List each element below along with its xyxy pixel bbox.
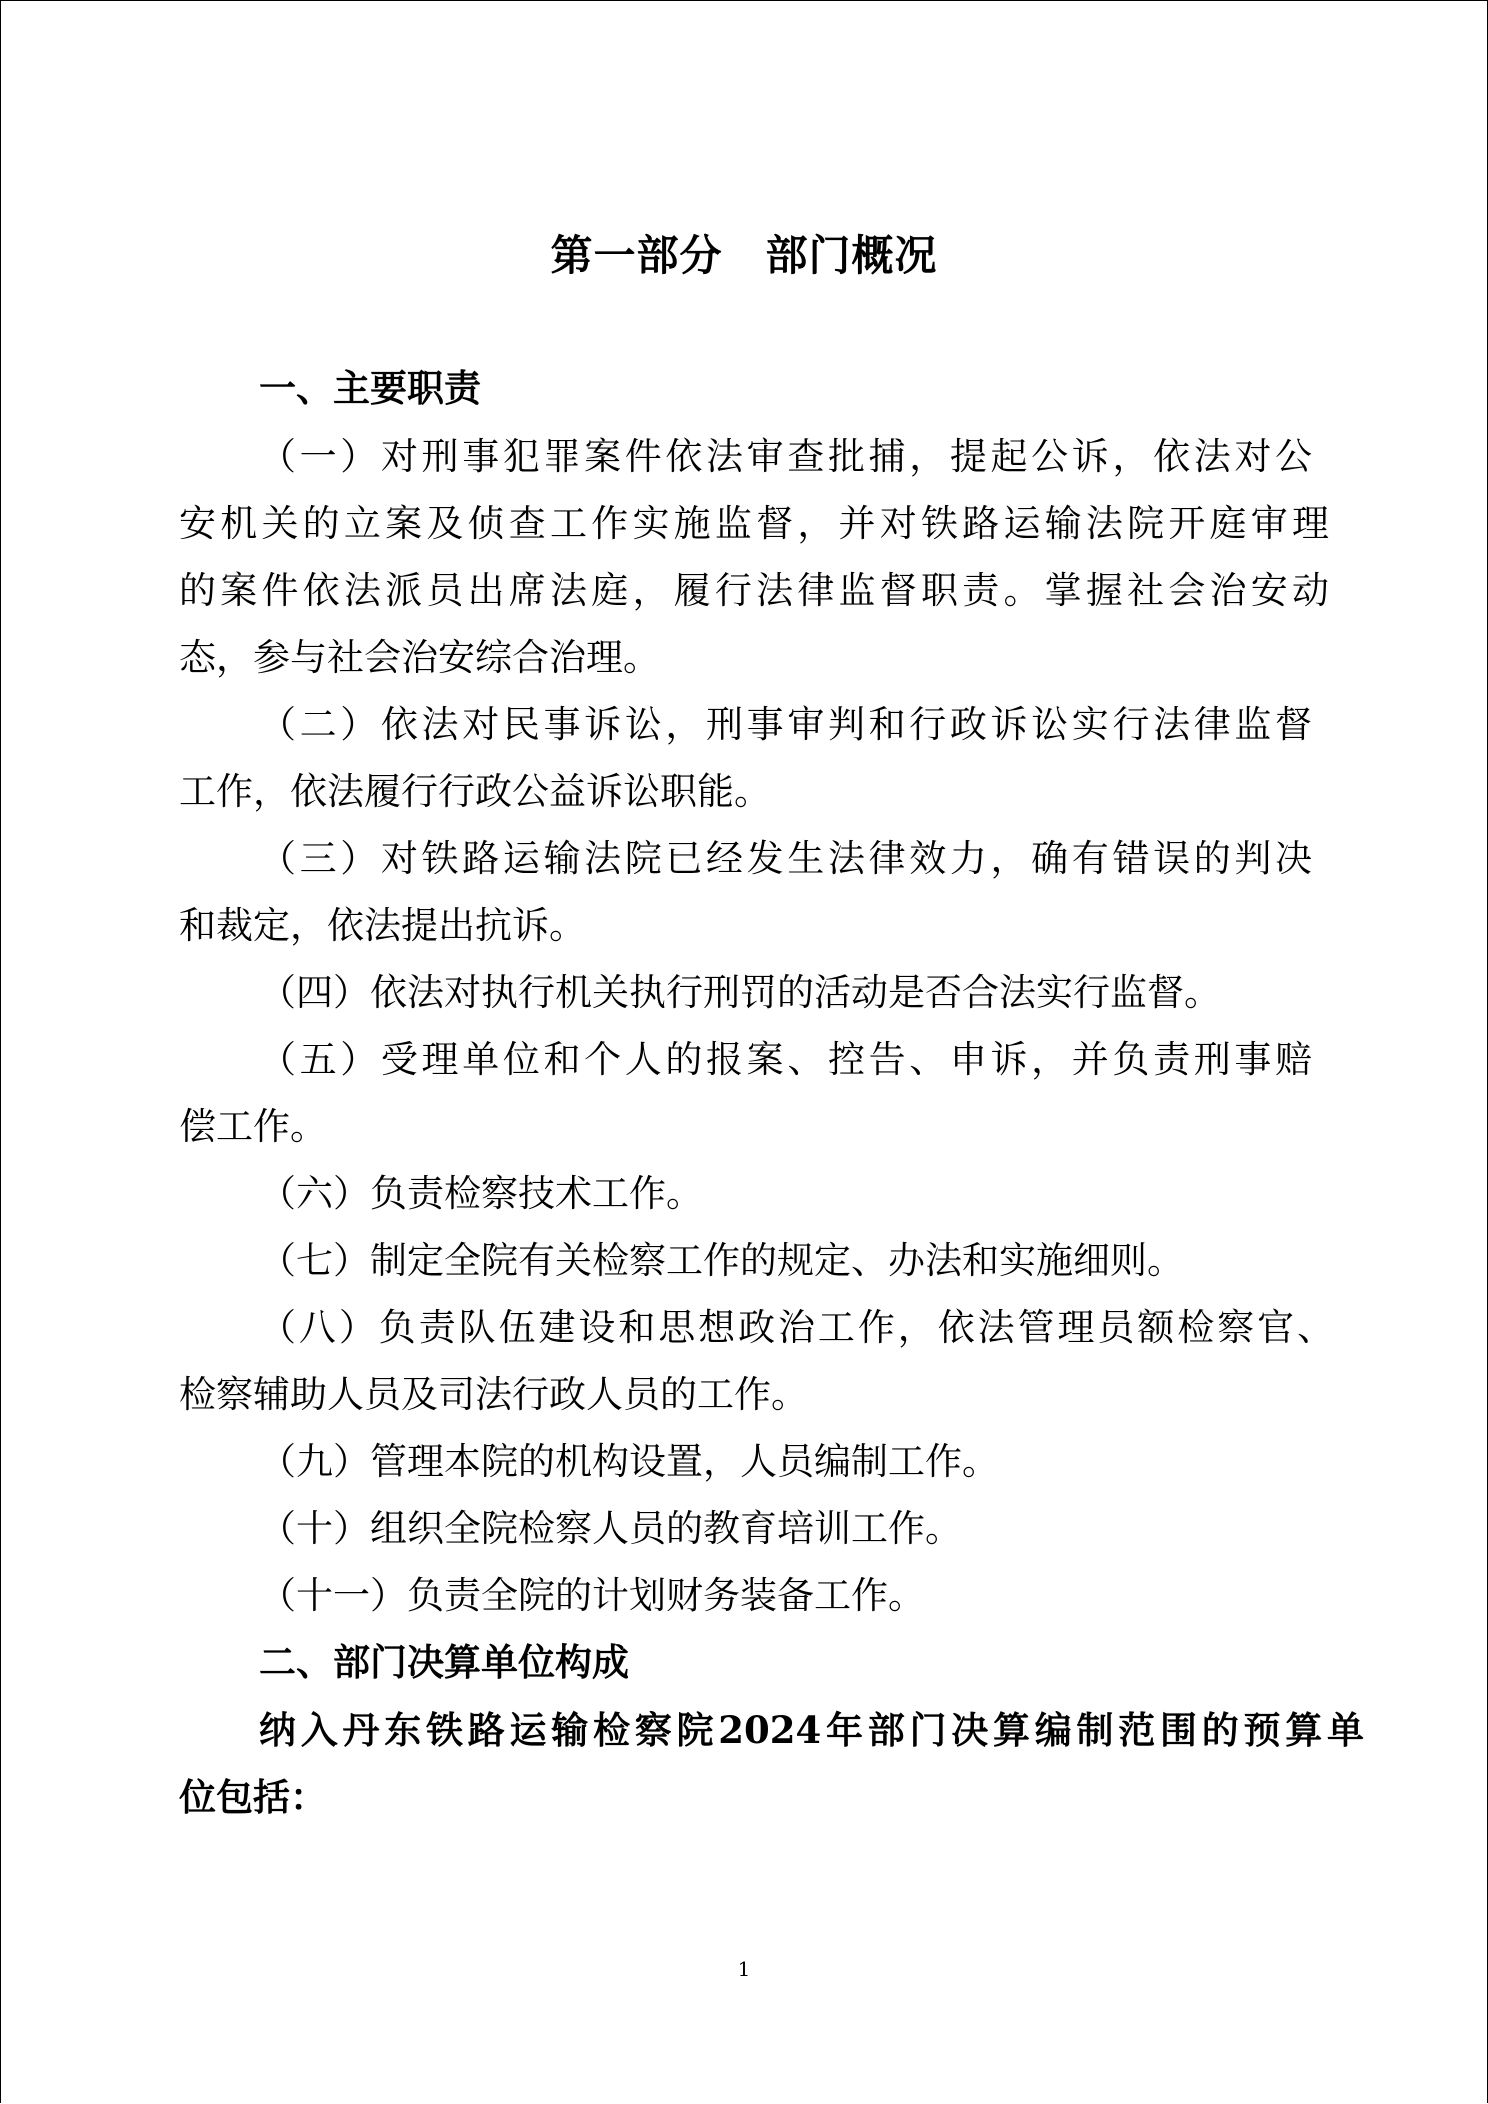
section-heading-main-duties: 一、主要职责 <box>259 367 481 410</box>
page-title: 第一部分 部门概况 <box>550 231 938 280</box>
paragraph-line: 态，参与社会治安综合治理。 <box>179 636 660 679</box>
paragraph-line: （十）组织全院检察人员的教育培训工作。 <box>259 1507 962 1550</box>
page-number: 1 <box>737 1957 751 1981</box>
paragraph-line: 和裁定，依法提出抗诉。 <box>179 904 586 947</box>
paragraph-line: （十一）负责全院的计划财务装备工作。 <box>259 1574 925 1617</box>
paragraph-line: （八）负责队伍建设和思想政治工作，依法管理员额检察官、 <box>259 1306 1334 1349</box>
paragraph-line: 安机关的立案及侦查工作实施监督，并对铁路运输法院开庭审理 <box>179 502 1329 545</box>
section-heading-unit-composition: 二、部门决算单位构成 <box>259 1641 629 1684</box>
paragraph-line-bold: 纳入丹东铁路运输检察院2024年部门决算编制范围的预算单 <box>259 1708 1364 1752</box>
paragraph-line: （七）制定全院有关检察工作的规定、办法和实施细则。 <box>259 1239 1184 1282</box>
paragraph-line: （四）依法对执行机关执行刑罚的活动是否合法实行监督。 <box>259 971 1221 1014</box>
paragraph-line: （九）管理本院的机构设置，人员编制工作。 <box>259 1440 999 1483</box>
paragraph-line: 工作，依法履行行政公益诉讼职能。 <box>179 770 771 813</box>
paragraph-line: （二）依法对民事诉讼，刑事审判和行政诉讼实行法律监督 <box>259 703 1312 746</box>
paragraph-line-bold: 位包括： <box>179 1775 327 1819</box>
paragraph-line: （五）受理单位和个人的报案、控告、申诉，并负责刑事赔 <box>259 1038 1312 1081</box>
paragraph-line: 偿工作。 <box>179 1105 327 1148</box>
paragraph-line: 的案件依法派员出席法庭，履行法律监督职责。掌握社会治安动 <box>179 569 1329 612</box>
paragraph-line: 检察辅助人员及司法行政人员的工作。 <box>179 1373 808 1416</box>
paragraph-line: （六）负责检察技术工作。 <box>259 1172 703 1215</box>
paragraph-line: （一）对刑事犯罪案件依法审查批捕，提起公诉，依法对公 <box>259 435 1312 478</box>
paragraph-line: （三）对铁路运输法院已经发生法律效力，确有错误的判决 <box>259 837 1312 880</box>
